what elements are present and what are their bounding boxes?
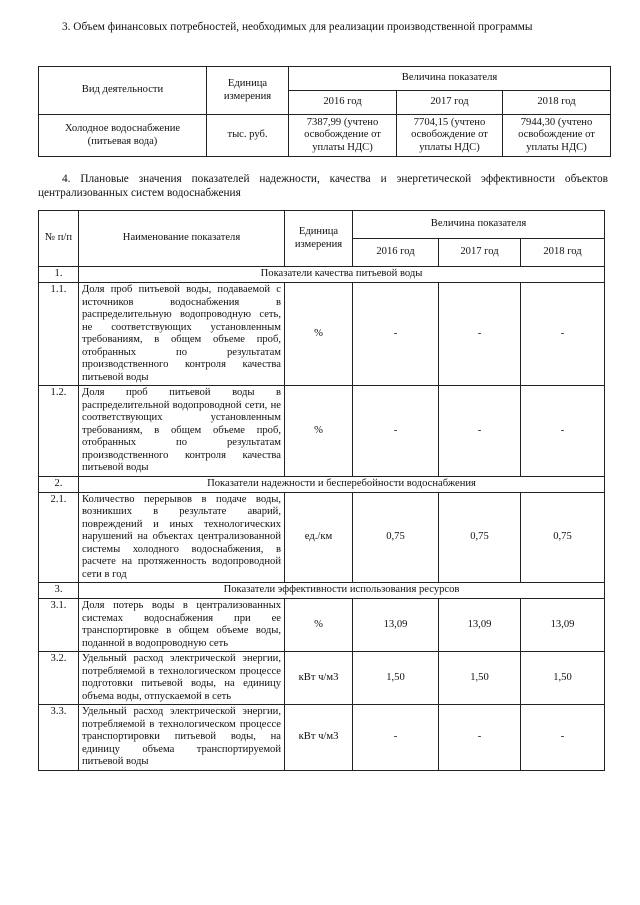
- year-header: 2018 год: [503, 91, 611, 115]
- row-name: Удельный расход электрической энергии, потребляемой в технологическом процессе подготовки питьевой воды, на единицу объема воды, отпускаемой в сеть: [79, 652, 285, 705]
- row-value: 0,75: [521, 492, 605, 583]
- row-name: Доля потерь воды в централизованных системах водоснабжения при ее транспортировке в общем объеме воды, поданной в водопроводную сеть: [79, 599, 285, 652]
- row-value: 13,09: [353, 599, 439, 652]
- row-unit: кВт ч/м3: [285, 652, 353, 705]
- activity-cell: Холодное водоснабжение (питьевая вода): [39, 115, 207, 157]
- row-num: 3.3.: [39, 705, 79, 771]
- row-unit: кВт ч/м3: [285, 705, 353, 771]
- group-num: 1.: [39, 267, 79, 283]
- section4-heading: 4. Плановые значения показателей надежности, качества и энергетической эффективности объектов централизованных систем водоснабжения: [38, 173, 608, 199]
- table-row: [39, 386, 605, 477]
- value-cell: 7704,15 (учтено освобождение от уплаты НДС): [397, 115, 503, 157]
- row-value: -: [521, 386, 605, 477]
- row-num: 3.1.: [39, 599, 79, 652]
- row-value: 1,50: [521, 652, 605, 705]
- row-value: 0,75: [439, 492, 521, 583]
- row-value: -: [439, 705, 521, 771]
- row-unit: %: [285, 283, 353, 386]
- group-title: Показатели надежности и бесперебойности водоснабжения: [79, 476, 605, 492]
- unit-cell: тыс. руб.: [207, 115, 289, 157]
- row-value: 13,09: [521, 599, 605, 652]
- row-value: -: [353, 386, 439, 477]
- row-value: -: [439, 283, 521, 386]
- year-header: 2017 год: [439, 239, 521, 267]
- year-header: 2016 год: [289, 91, 397, 115]
- row-value: 1,50: [353, 652, 439, 705]
- indicators-table: [38, 210, 605, 771]
- row-value: -: [353, 705, 439, 771]
- row-num: 2.1.: [39, 492, 79, 583]
- column-header-value: Величина показателя: [289, 67, 611, 91]
- column-header-unit: Единица измерения: [285, 211, 353, 267]
- group-title: Показатели эффективности использования ресурсов: [79, 583, 605, 599]
- row-value: -: [353, 283, 439, 386]
- row-name: Удельный расход электрической энергии, потребляемой в технологическом процессе транспортировки питьевой воды, на единицу объема транспортируемой питьевой воды: [79, 705, 285, 771]
- row-value: 0,75: [353, 492, 439, 583]
- value-cell: 7387,99 (учтено освобождение от уплаты НДС): [289, 115, 397, 157]
- row-value: 13,09: [439, 599, 521, 652]
- row-value: 1,50: [439, 652, 521, 705]
- column-header-unit: Единица измерения: [207, 67, 289, 115]
- group-num: 2.: [39, 476, 79, 492]
- row-num: 3.2.: [39, 652, 79, 705]
- row-unit: %: [285, 599, 353, 652]
- row-unit: ед./км: [285, 492, 353, 583]
- row-value: -: [439, 386, 521, 477]
- table-row: [39, 652, 605, 705]
- row-name: Количество перерывов в подаче воды, возникших в результате аварий, повреждений и иных технологических нарушений на объектах централизованной системы холодного водоснабжения, в расчете на протяженность водопроводной сети в год: [79, 492, 285, 583]
- group-num: 3.: [39, 583, 79, 599]
- row-num: 1.2.: [39, 386, 79, 477]
- row-value: -: [521, 705, 605, 771]
- column-header-activity: Вид деятельности: [39, 67, 207, 115]
- row-name: Доля проб питьевой воды, подаваемой с источников водоснабжения в распределительную водопроводную сеть, не соответствующих установленным требованиям, в общем объеме проб, отобранных по результатам производственного контроля качества питьевой воды: [79, 283, 285, 386]
- year-header: 2016 год: [353, 239, 439, 267]
- column-header-name: Наименование показателя: [79, 211, 285, 267]
- table-row: [39, 283, 605, 386]
- row-unit: %: [285, 386, 353, 477]
- row-name: Доля проб питьевой воды в распределительной водопроводной сети, не соответствующих установленным требованиям, в общем объеме проб, отобранных по результатам производственного контроля качества питьевой воды: [79, 386, 285, 477]
- table-row: [39, 492, 605, 583]
- column-header-value: Величина показателя: [353, 211, 605, 239]
- column-header-num: № п/п: [39, 211, 79, 267]
- year-header: 2018 год: [521, 239, 605, 267]
- row-num: 1.1.: [39, 283, 79, 386]
- section3-heading: 3. Объем финансовых потребностей, необходимых для реализации производственной программы: [62, 21, 533, 33]
- table-row: [39, 705, 605, 771]
- value-cell: 7944,30 (учтено освобождение от уплаты НДС): [503, 115, 611, 157]
- table-row: [39, 599, 605, 652]
- year-header: 2017 год: [397, 91, 503, 115]
- financial-needs-table: [38, 66, 611, 157]
- group-title: Показатели качества питьевой воды: [79, 267, 605, 283]
- row-value: -: [521, 283, 605, 386]
